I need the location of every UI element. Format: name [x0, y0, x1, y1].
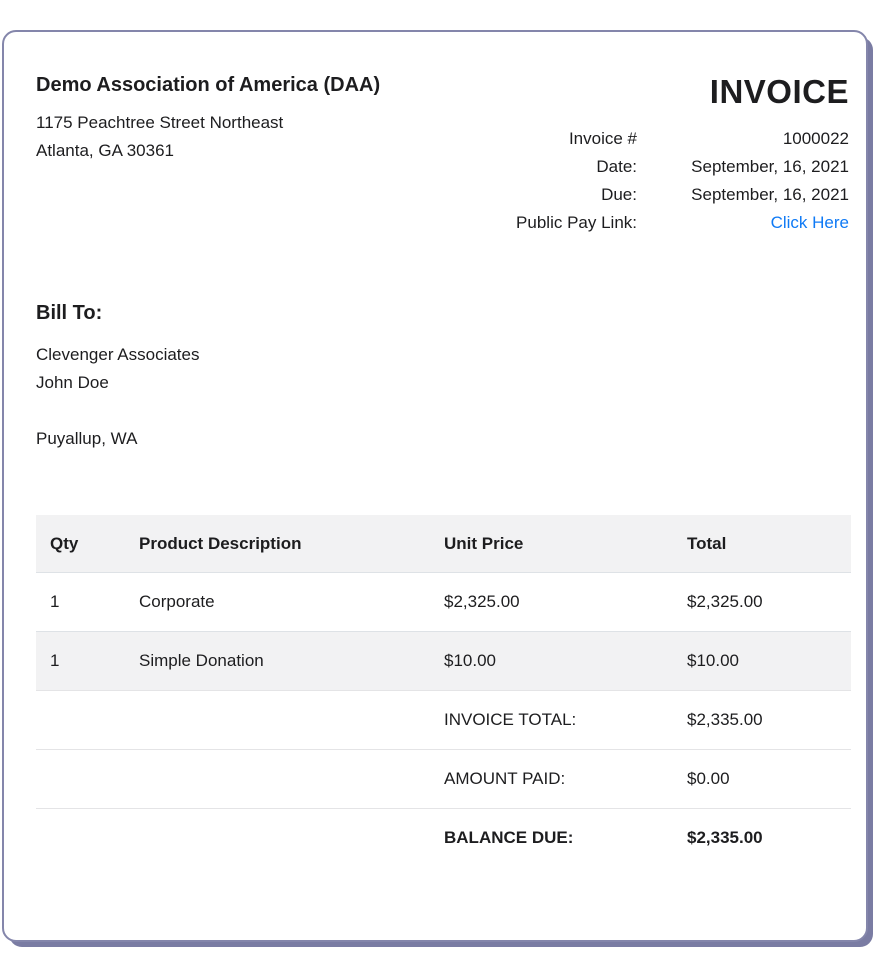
- public-pay-link-row: [516, 209, 849, 237]
- company-block: [36, 73, 380, 165]
- cell-total: $2,325.00: [687, 592, 763, 611]
- header-qty: Qty: [50, 533, 79, 553]
- invoice-total-label: INVOICE TOTAL:: [444, 710, 577, 729]
- company-name: Demo Association of America (DAA): [36, 74, 381, 96]
- balance-due-label: BALANCE DUE:: [444, 828, 574, 847]
- bill-to-section: [36, 301, 849, 453]
- company-address-line1: 1175 Peachtree Street Northeast: [36, 113, 284, 132]
- invoice-number-row: [516, 125, 849, 153]
- invoice-due-value: September, 16, 2021: [691, 185, 849, 204]
- invoice-due-label: Due:: [601, 185, 637, 204]
- public-pay-link-value: [637, 209, 849, 237]
- line-items-table: [36, 515, 851, 867]
- invoice-card: [2, 30, 868, 942]
- table-row: [36, 631, 851, 690]
- invoice-due-row: [516, 181, 849, 209]
- cell-description: Corporate: [139, 592, 215, 611]
- invoice-header: [36, 73, 849, 237]
- table-row: [36, 573, 851, 631]
- invoice-meta-block: [516, 73, 849, 237]
- company-address-line2: Atlanta, GA 30361: [36, 141, 174, 160]
- cell-description: Simple Donation: [139, 651, 264, 670]
- public-pay-link[interactable]: Click Here: [770, 213, 849, 232]
- header-total: Total: [687, 533, 727, 553]
- bill-to-heading: Bill To:: [36, 302, 103, 324]
- bill-to-city-state: Puyallup, WA: [36, 429, 138, 448]
- amount-paid-value: $0.00: [687, 769, 730, 788]
- bill-to-spacer: [36, 397, 849, 425]
- cell-total: $10.00: [687, 651, 739, 670]
- cell-qty: 1: [50, 592, 60, 611]
- invoice-number-value: 1000022: [782, 129, 849, 148]
- invoice-date-label: Date:: [596, 157, 637, 176]
- bill-to-contact: John Doe: [36, 373, 109, 392]
- invoice-title: INVOICE: [709, 73, 849, 110]
- invoice-date-row: [516, 153, 849, 181]
- invoice-date-value: September, 16, 2021: [691, 157, 849, 176]
- invoice-total-value: $2,335.00: [687, 710, 763, 729]
- table-header-row: [36, 515, 851, 573]
- amount-paid-row: [36, 749, 851, 808]
- cell-qty: 1: [50, 651, 60, 670]
- balance-due-row: [36, 808, 851, 867]
- invoice-number-label: Invoice #: [568, 129, 637, 148]
- public-pay-link-label: Public Pay Link:: [516, 213, 637, 232]
- amount-paid-label: AMOUNT PAID:: [444, 769, 566, 788]
- invoice-total-row: [36, 690, 851, 749]
- header-unit-price: Unit Price: [444, 533, 524, 553]
- balance-due-value: $2,335.00: [687, 828, 763, 847]
- cell-unit-price: $10.00: [444, 651, 496, 670]
- bill-to-company: Clevenger Associates: [36, 345, 200, 364]
- company-address: [36, 109, 380, 165]
- header-product-description: Product Description: [139, 533, 302, 553]
- cell-unit-price: $2,325.00: [444, 592, 520, 611]
